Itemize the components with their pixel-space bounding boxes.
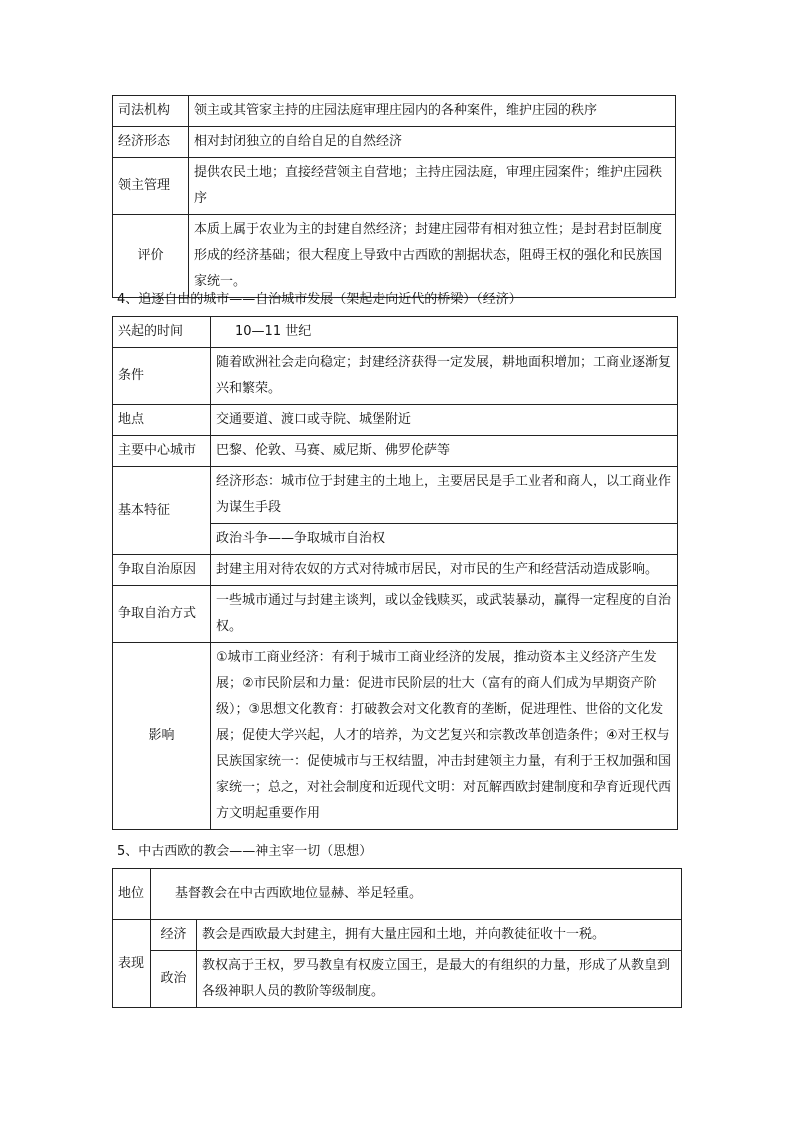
row-label: 兴起的时间 <box>113 317 211 348</box>
row-label: 司法机构 <box>113 96 189 127</box>
cities-table <box>112 316 678 830</box>
row-label: 领主管理 <box>113 158 189 215</box>
manor-table <box>112 95 676 298</box>
row-label: 主要中心城市 <box>113 436 211 467</box>
table-row <box>113 96 676 127</box>
row-label: 影响 <box>113 643 211 830</box>
row-text: 提供农民土地；直接经营领主自营地；主持庄园法庭，审理庄园案件；维护庄园秩序 <box>189 158 676 215</box>
table-row <box>113 920 682 951</box>
row-text: 一些城市通过与封建主谈判，或以金钱赎买，或武装暴动，赢得一定程度的自治权。 <box>211 586 678 643</box>
row-label: 条件 <box>113 348 211 405</box>
row-text: 封建主用对待农奴的方式对待城市居民，对市民的生产和经营活动造成影响。 <box>211 555 678 586</box>
section-heading-church: 5、中古西欧的教会——神主宰一切（思想） <box>117 844 373 859</box>
table-row <box>113 467 678 524</box>
table-row <box>113 555 678 586</box>
table-row <box>113 348 678 405</box>
row-text: 随着欧洲社会走向稳定；封建经济获得一定发展，耕地面积增加；工商业逐渐复兴和繁荣。 <box>211 348 678 405</box>
table-row <box>113 586 678 643</box>
row-label: 争取自治原因 <box>113 555 211 586</box>
row-text: 教权高于王权，罗马教皇有权废立国王，是最大的有组织的力量，形成了从教皇到各级神职人员的教阶等级制度。 <box>197 951 682 1008</box>
table-row <box>113 436 678 467</box>
table-row <box>113 869 682 920</box>
table-row <box>113 127 676 158</box>
row-label: 评价 <box>113 215 189 298</box>
row-text: 本质上属于农业为主的封建自然经济；封建庄园带有相对独立性；是封君封臣制度形成的经济基础；很大程度上导致中古西欧的割据状态，阻碍王权的强化和民族国家统一。 <box>189 215 676 298</box>
row-text: 巴黎、伦敦、马赛、威尼斯、佛罗伦萨等 <box>211 436 678 467</box>
table-row <box>113 215 676 298</box>
row-text: ①城市工商业经济：有利于城市工商业经济的发展，推动资本主义经济产生发展；②市民阶层和力量：促进市民阶层的壮大（富有的商人们成为早期资产阶级）；③思想文化教育：打破教会对文化教育的垄断，促进理性、世俗的文化发展；促使大学兴起，人才的培养，为文艺复兴和宗教改革创造条件；④对王权与民族国家统一：促使城市与王权结盟，冲击封建领主力量，有利于王权加强和国家统一；总之，对社会制度和近现代文明：对瓦解西欧封建制度和孕育近现代西方文明起重要作用 <box>211 643 678 830</box>
row-text: 领主或其管家主持的庄园法庭审理庄园内的各种案件，维护庄园的秩序 <box>189 96 676 127</box>
table-row <box>113 405 678 436</box>
table-row <box>113 951 682 1008</box>
table-row <box>113 317 678 348</box>
sub-label: 政治 <box>151 951 197 1008</box>
row-label: 基本特征 <box>113 467 211 555</box>
row-label: 经济形态 <box>113 127 189 158</box>
row-label: 表现 <box>113 920 151 1008</box>
row-text: 基督教会在中古西欧地位显赫、举足轻重。 <box>151 869 682 920</box>
row-text: 政治斗争——争取城市自治权 <box>211 524 678 555</box>
row-text: 教会是西欧最大封建主，拥有大量庄园和土地，并向教徒征收十一税。 <box>197 920 682 951</box>
row-label: 争取自治方式 <box>113 586 211 643</box>
row-text: 交通要道、渡口或寺院、城堡附近 <box>211 405 678 436</box>
row-label: 地点 <box>113 405 211 436</box>
row-text: 经济形态：城市位于封建主的土地上，主要居民是手工业者和商人，以工商业作为谋生手段 <box>211 467 678 524</box>
section-heading-cities: 4、追逐自由的城市——自治城市发展（架起走向近代的桥梁）（经济） <box>117 292 522 307</box>
table-row <box>113 643 678 830</box>
church-table <box>112 868 682 1008</box>
table-row <box>113 158 676 215</box>
row-label: 地位 <box>113 869 151 920</box>
row-text: 相对封闭独立的自给自足的自然经济 <box>189 127 676 158</box>
row-text: 10—11 世纪 <box>211 317 678 348</box>
sub-label: 经济 <box>151 920 197 951</box>
